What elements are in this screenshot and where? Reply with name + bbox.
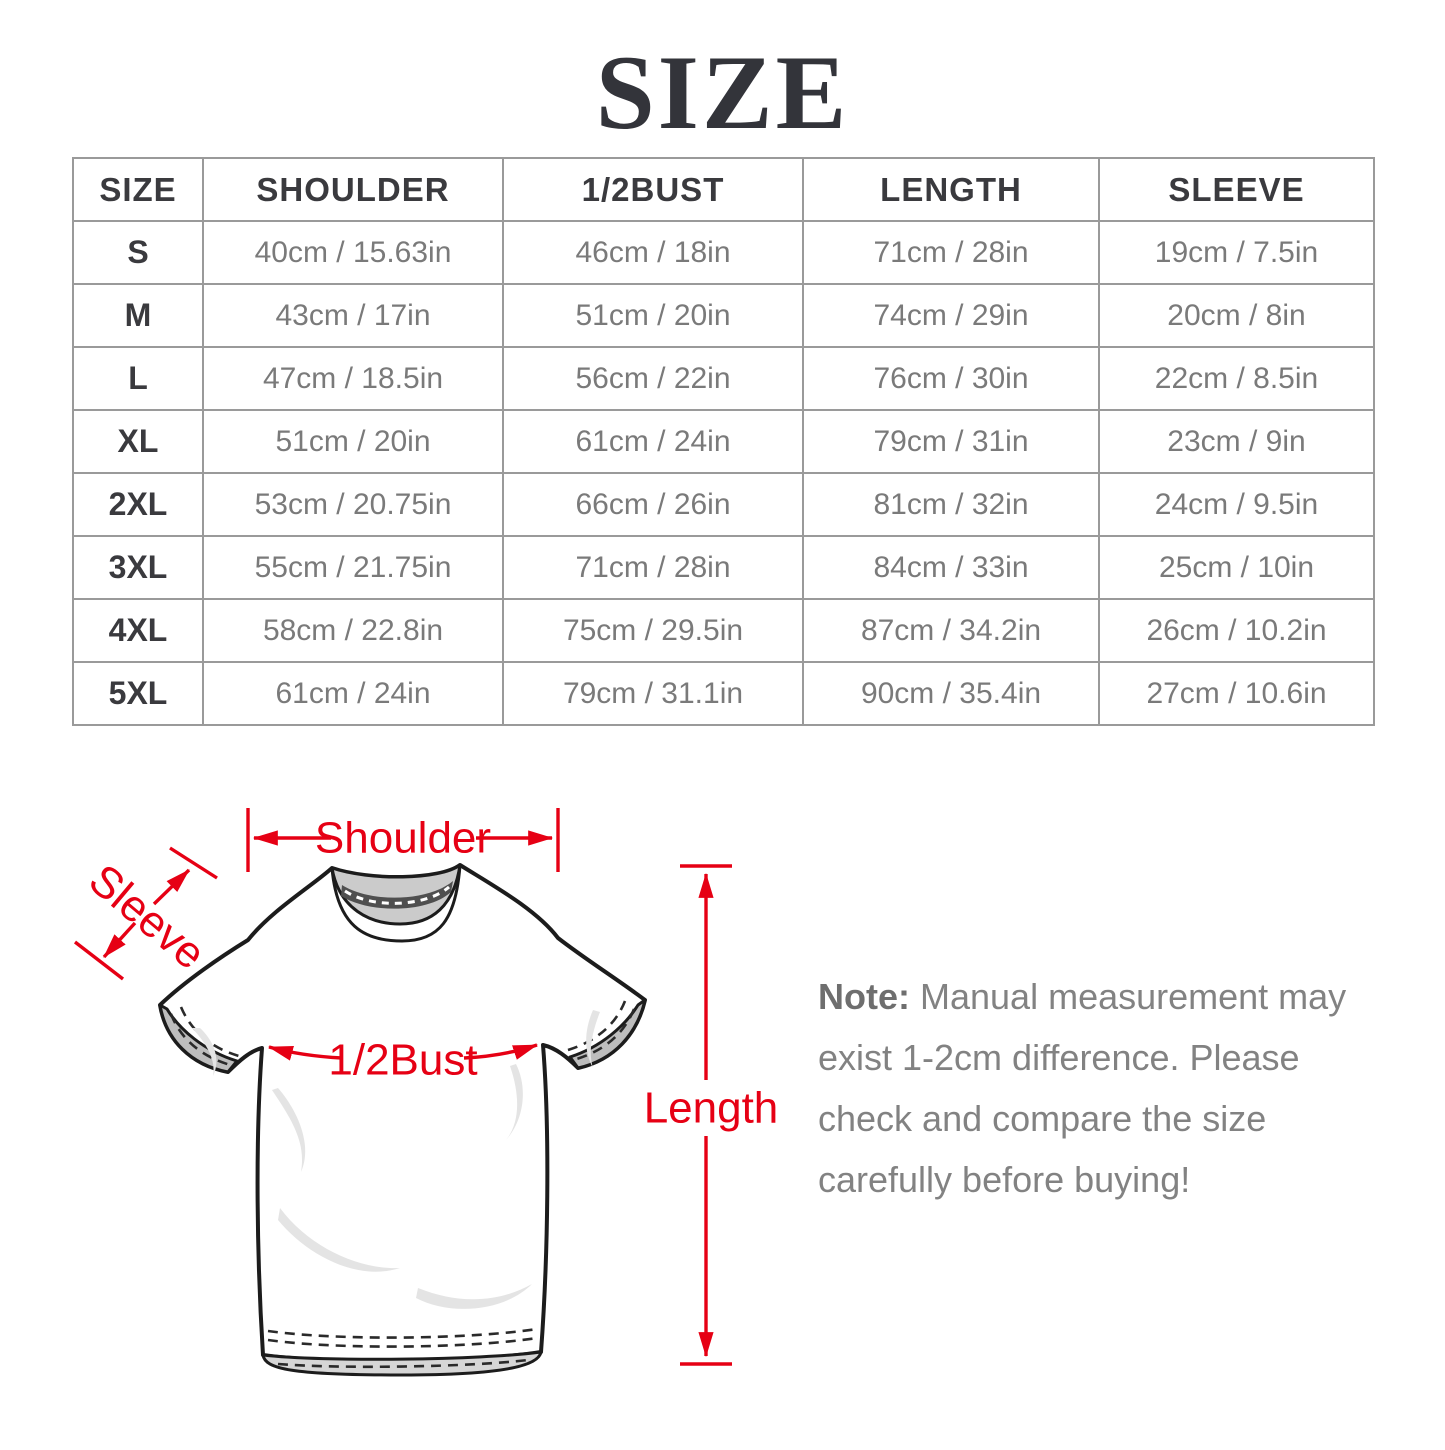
size-label-cell: S <box>73 221 203 284</box>
size-label-cell: M <box>73 284 203 347</box>
tshirt-illustration <box>160 865 645 1375</box>
note-line: carefully before buying! <box>818 1159 1191 1200</box>
measurement-cell: 81cm / 32in <box>803 473 1099 536</box>
size-table <box>72 157 1375 726</box>
measurement-cell: 74cm / 29in <box>803 284 1099 347</box>
measurement-cell: 71cm / 28in <box>803 221 1099 284</box>
table-row <box>73 410 1374 473</box>
measurement-cell: 79cm / 31in <box>803 410 1099 473</box>
measurement-cell: 46cm / 18in <box>503 221 803 284</box>
measurement-cell: 76cm / 30in <box>803 347 1099 410</box>
column-header: SIZE <box>73 158 203 221</box>
measurement-cell: 90cm / 35.4in <box>803 662 1099 725</box>
measurement-cell: 19cm / 7.5in <box>1099 221 1374 284</box>
measurement-cell: 79cm / 31.1in <box>503 662 803 725</box>
length-label: Length <box>643 1083 779 1133</box>
measurement-cell: 22cm / 8.5in <box>1099 347 1374 410</box>
size-label-cell: 5XL <box>73 662 203 725</box>
table-row <box>73 599 1374 662</box>
size-table-body <box>73 221 1374 725</box>
measurement-cell: 84cm / 33in <box>803 536 1099 599</box>
page-title: SIZE <box>595 34 850 151</box>
note-line: check and compare the size <box>818 1098 1267 1139</box>
measurement-cell: 55cm / 21.75in <box>203 536 503 599</box>
measurement-cell: 47cm / 18.5in <box>203 347 503 410</box>
table-row <box>73 347 1374 410</box>
measurement-cell: 51cm / 20in <box>203 410 503 473</box>
size-label-cell: XL <box>73 410 203 473</box>
table-row <box>73 662 1374 725</box>
table-row <box>73 473 1374 536</box>
tshirt-measurement-svg <box>40 790 800 1445</box>
size-label-cell: 4XL <box>73 599 203 662</box>
column-header: SHOULDER <box>203 158 503 221</box>
sleeve-label: Sleeve <box>79 854 215 980</box>
measurement-cell: 20cm / 8in <box>1099 284 1374 347</box>
measurement-cell: 66cm / 26in <box>503 473 803 536</box>
measurement-cell: 56cm / 22in <box>503 347 803 410</box>
sleeve-tick-bottom <box>75 942 123 979</box>
size-label-cell: 3XL <box>73 536 203 599</box>
size-table-header <box>73 158 1374 221</box>
size-label-cell: 2XL <box>73 473 203 536</box>
measurement-cell: 43cm / 17in <box>203 284 503 347</box>
measurement-cell: 58cm / 22.8in <box>203 599 503 662</box>
table-row <box>73 284 1374 347</box>
measurement-cell: 27cm / 10.6in <box>1099 662 1374 725</box>
size-label-cell: L <box>73 347 203 410</box>
header-row <box>73 158 1374 221</box>
column-header: SLEEVE <box>1099 158 1374 221</box>
measurement-cell: 26cm / 10.2in <box>1099 599 1374 662</box>
note-label: Note: <box>818 976 910 1017</box>
note-line1-rest: Manual measurement may <box>910 976 1347 1017</box>
tshirt-outline <box>160 865 645 1361</box>
measurement-cell: 51cm / 20in <box>503 284 803 347</box>
column-header: LENGTH <box>803 158 1099 221</box>
bust-label: 1/2Bust <box>328 1035 478 1085</box>
measurement-cell: 40cm / 15.63in <box>203 221 503 284</box>
column-header: 1/2BUST <box>503 158 803 221</box>
note-text <box>818 966 1383 1210</box>
measurement-cell: 24cm / 9.5in <box>1099 473 1374 536</box>
measurement-cell: 75cm / 29.5in <box>503 599 803 662</box>
measurement-cell: 23cm / 9in <box>1099 410 1374 473</box>
sleeve-tick-top <box>170 848 217 878</box>
measurement-cell: 71cm / 28in <box>503 536 803 599</box>
note-line <box>818 966 1383 1027</box>
measurement-cell: 61cm / 24in <box>503 410 803 473</box>
shoulder-label: Shoulder <box>314 813 492 863</box>
measurement-cell: 87cm / 34.2in <box>803 599 1099 662</box>
note-line: exist 1-2cm difference. Please <box>818 1037 1300 1078</box>
measurement-cell: 25cm / 10in <box>1099 536 1374 599</box>
tshirt-diagram <box>40 790 800 1445</box>
measurement-cell: 61cm / 24in <box>203 662 503 725</box>
table-row <box>73 221 1374 284</box>
measurement-cell: 53cm / 20.75in <box>203 473 503 536</box>
table-row <box>73 536 1374 599</box>
